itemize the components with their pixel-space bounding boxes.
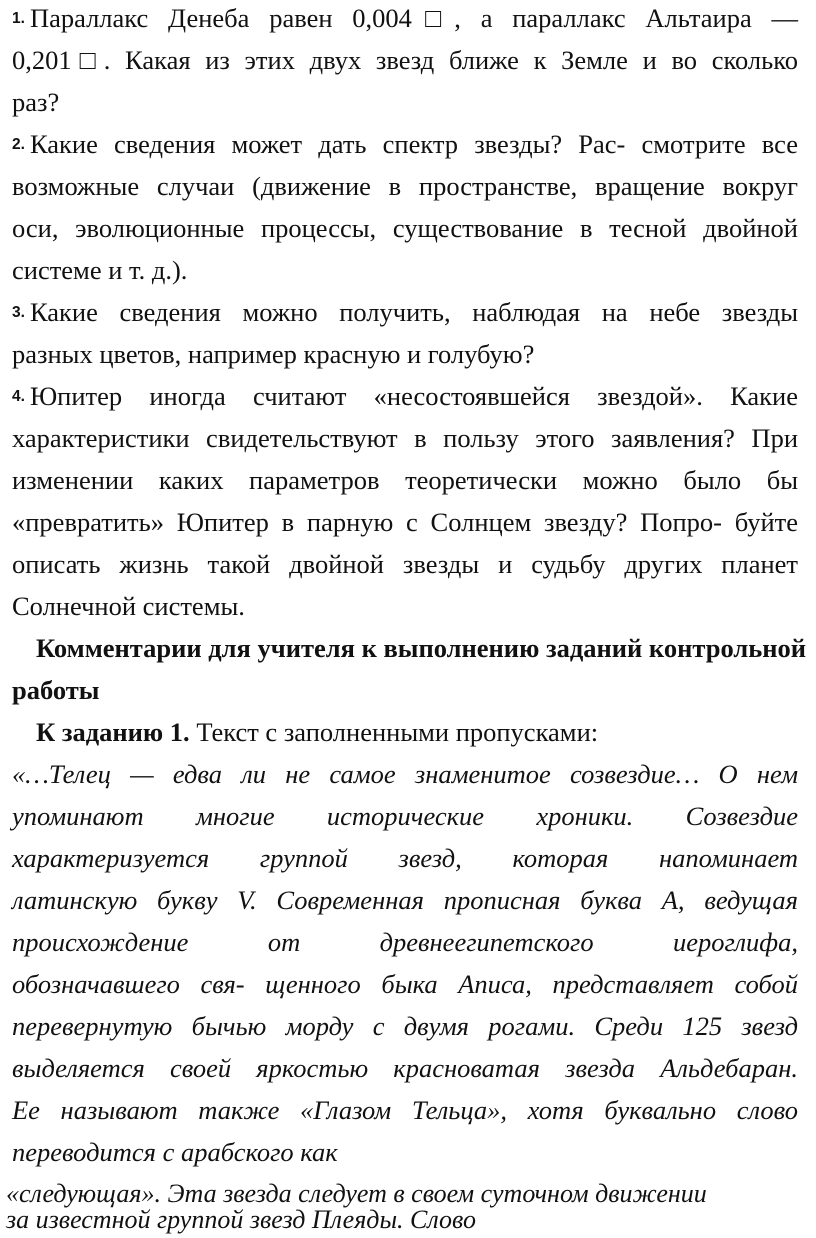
commentary-heading-cont: работы bbox=[12, 675, 100, 705]
filled-text-line-5: происхождение от древнеегипетского иероглифа, bbox=[12, 927, 798, 957]
task-4-line-2: характеристики свидетельствуют в пользу этого заявления? При bbox=[12, 423, 798, 453]
task-number: 1. bbox=[12, 10, 25, 27]
task1-label: К заданию 1. bbox=[36, 717, 190, 747]
task-2-line-4: системе и т. д.). bbox=[12, 255, 188, 285]
filled-text-line-7: перевернутую бычью морду с двумя рогами. Среди 125 звезд bbox=[12, 1011, 798, 1041]
filled-text-line-9: Ее называют также «Глазом Тельца», хотя буквально слово bbox=[12, 1095, 798, 1125]
filled-text-tail-1: «следующая». Эта звезда следует в своем суточном движении bbox=[6, 1179, 707, 1208]
task-2-line-1: 2. Какие сведения может дать спектр звезды? Рас- смотрите все bbox=[12, 129, 798, 159]
filled-text-line-6: обозначавшего свя- щенного быка Аписа, представляет собой bbox=[12, 969, 798, 999]
filled-text-line-2: упоминают многие исторические хроники. Созвездие bbox=[12, 801, 798, 831]
task-1-line-3: раз? bbox=[12, 87, 60, 117]
filled-text-line-10: переводится с арабского как bbox=[12, 1137, 338, 1167]
task-1-line-2: 0,201□. Какая из этих двух звезд ближе к Земле и во сколько bbox=[12, 45, 798, 75]
filled-text-line-8: выделяется своей яркостью красноватая звезда Альдебаран. bbox=[12, 1053, 798, 1083]
filled-text-tail-2: за известной группой звезд Плеяды. Слово bbox=[6, 1205, 476, 1234]
task-4-line-4: «превратить» Юпитер в парную с Солнцем звезду? Попро- буйте bbox=[12, 507, 798, 537]
filled-text-line-4: латинскую букву V. Современная прописная буква А, ведущая bbox=[12, 885, 798, 915]
task-4-line-5: описать жизнь такой двойной звезды и судьбу других планет bbox=[12, 549, 798, 579]
task-3-line-1: 3. Какие сведения можно получить, наблюдая на небе звезды bbox=[12, 297, 798, 327]
filled-text-line-1: «…Телец — едва ли не самое знаменитое созвездие… О нем bbox=[12, 759, 798, 789]
task-3-line-2: разных цветов, например красную и голубую? bbox=[12, 339, 535, 369]
task-2-line-2: возможные случаи (движение в пространстве, вращение вокруг bbox=[12, 171, 798, 201]
task-4-line-6: Солнечной системы. bbox=[12, 591, 245, 621]
task-number: 2. bbox=[12, 136, 25, 153]
task1-commentary-intro: К заданию 1. Текст с заполненными пропусками: bbox=[36, 717, 599, 747]
task-2-line-3: оси, эволюционные процессы, существование в тесной двойной bbox=[12, 213, 798, 243]
commentary-heading: Комментарии для учителя к выполнению заданий контрольной bbox=[36, 633, 807, 663]
task-number: 4. bbox=[12, 388, 25, 405]
task-1-line-1: 1. Параллакс Денеба равен 0,004□, а параллакс Альтаира — bbox=[12, 3, 798, 33]
filled-text-line-3: характеризуется группой звезд, которая напоминает bbox=[12, 843, 798, 873]
task-4-line-3: изменении каких параметров теоретически можно было бы bbox=[12, 465, 798, 495]
task-4-line-1: 4. Юпитер иногда считают «несостоявшейся звездой». Какие bbox=[12, 381, 798, 411]
task-number: 3. bbox=[12, 304, 25, 321]
